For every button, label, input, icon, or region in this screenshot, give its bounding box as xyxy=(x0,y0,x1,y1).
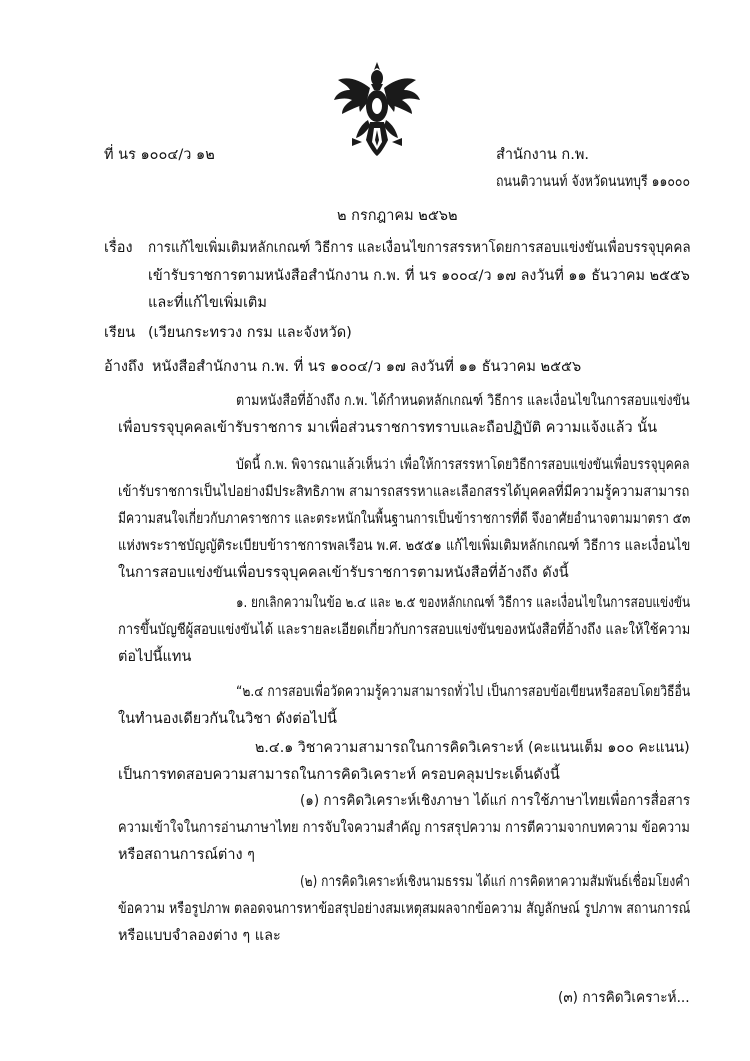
body-line: (๒) การคิดวิเคราะห์เชิงนามธรรม ได้แก่ การคิดหาความสัมพันธ์เชื่อมโยงคำ xyxy=(300,874,690,890)
addressee-text: (เวียนกระทรวง กรม และจังหวัด) xyxy=(148,325,352,341)
body-line: ๒.๔.๑ วิชาความสามารถในการคิดวิเคราะห์ (คะแนนเต็ม ๑๐๐ คะแนน) xyxy=(255,740,690,756)
body-line: หรือแบบจำลองต่าง ๆ และ xyxy=(118,928,281,944)
body-line: แห่งพระราชบัญญัติระเบียบข้าราชการพลเรือน พ.ศ. ๒๕๕๑ แก้ไขเพิ่มเติมหลักเกณฑ์ วิธีการ และเงื่อนไข xyxy=(118,538,691,554)
garuda-emblem-icon xyxy=(330,58,424,158)
reference-label: อ้างถึง xyxy=(104,359,144,375)
body-line: มีความสนใจเกี่ยวกับภาคราชการ และตระหนักในพื้นฐานการเป็นข้าราชการที่ดี จึงอาศัยอำนาจตามมาตรา ๕๓ xyxy=(118,511,691,527)
document-date: ๒ กรกฎาคม ๒๕๖๒ xyxy=(337,208,458,224)
body-line: เป็นการทดสอบความสามารถในการคิดวิเคราะห์ ครอบคลุมประเด็นดังนี้ xyxy=(118,767,560,783)
body-line: ๑. ยกเลิกความในข้อ ๒.๔ และ ๒.๕ ของหลักเกณฑ์ วิธีการ และเงื่อนไขในการสอบแข่งขัน xyxy=(236,595,691,611)
office-address: ถนนติวานนท์ จังหวัดนนทบุรี ๑๑๐๐๐ xyxy=(496,174,691,190)
reference-text: หนังสือสำนักงาน ก.พ. ที่ นร ๑๐๐๔/ว ๑๗ ลงวันที่ ๑๑ ธันวาคม ๒๕๕๖ xyxy=(152,359,582,375)
reference-number: ที่ นร ๑๐๐๔/ว ๑๒ xyxy=(104,147,215,163)
body-line: ตามหนังสือที่อ้างถึง ก.พ. ได้กำหนดหลักเกณฑ์ วิธีการ และเงื่อนไขในการสอบแข่งขัน xyxy=(236,393,690,409)
continuation-text: (๓) การคิดวิเคราะห์... xyxy=(558,990,690,1006)
issuing-office: สำนักงาน ก.พ. xyxy=(496,147,589,163)
body-line: ต่อไปนี้แทน xyxy=(118,649,192,665)
body-line: การขึ้นบัญชีผู้สอบแข่งขันได้ และรายละเอียดเกี่ยวกับการสอบแข่งขันของหนังสือที่อ้างถึง และให้ใช้ความ xyxy=(118,622,691,638)
body-line: ในทำนองเดียวกันในวิชา ดังต่อไปนี้ xyxy=(118,711,337,727)
body-line: เข้ารับราชการเป็นไปอย่างมีประสิทธิภาพ สามารถสรรหาและเลือกสรรได้บุคคลที่มีความรู้ความสามารถ xyxy=(118,484,690,500)
body-line: บัดนี้ ก.พ. พิจารณาแล้วเห็นว่า เพื่อให้การสรรหาโดยวิธีการสอบแข่งขันเพื่อบรรจุบุคคล xyxy=(236,457,690,473)
body-line: ข้อความ หรือรูปภาพ ตลอดจนการหาข้อสรุปอย่างสมเหตุสมผลจากข้อความ สัญลักษณ์ รูปภาพ สถานการณ์ xyxy=(118,901,691,917)
subject-line: เข้ารับราชการตามหนังสือสำนักงาน ก.พ. ที่ นร ๑๐๐๔/ว ๑๗ ลงวันที่ ๑๑ ธันวาคม ๒๕๕๖ xyxy=(148,268,690,284)
body-line: ความเข้าใจในการอ่านภาษาไทย การจับใจความสำคัญ การสรุปความ การตีความจากบทความ ข้อความ xyxy=(118,820,690,836)
body-line: ในการสอบแข่งขันเพื่อบรรจุบุคคลเข้ารับราชการตามหนังสือที่อ้างถึง ดังนี้ xyxy=(118,565,569,581)
body-line: หรือสถานการณ์ต่าง ๆ xyxy=(118,847,255,863)
body-line: “๒.๔ การสอบเพื่อวัดความรู้ความสามารถทั่วไป เป็นการสอบข้อเขียนหรือสอบโดยวิธีอื่น xyxy=(236,684,691,700)
body-line: (๑) การคิดวิเคราะห์เชิงภาษา ได้แก่ การใช้ภาษาไทยเพื่อการสื่อสาร xyxy=(300,793,691,809)
addressee-label: เรียน xyxy=(104,325,136,341)
subject-line: การแก้ไขเพิ่มเติมหลักเกณฑ์ วิธีการ และเงื่อนไขการสรรหาโดยการสอบแข่งขันเพื่อบรรจุบุคคล xyxy=(148,240,691,256)
subject-line: และที่แก้ไขเพิ่มเติม xyxy=(148,295,267,311)
body-line: เพื่อบรรจุบุคคลเข้ารับราชการ มาเพื่อส่วนราชการทราบและถือปฏิบัติ ความแจ้งแล้ว นั้น xyxy=(118,420,658,436)
subject-label: เรื่อง xyxy=(104,240,133,256)
